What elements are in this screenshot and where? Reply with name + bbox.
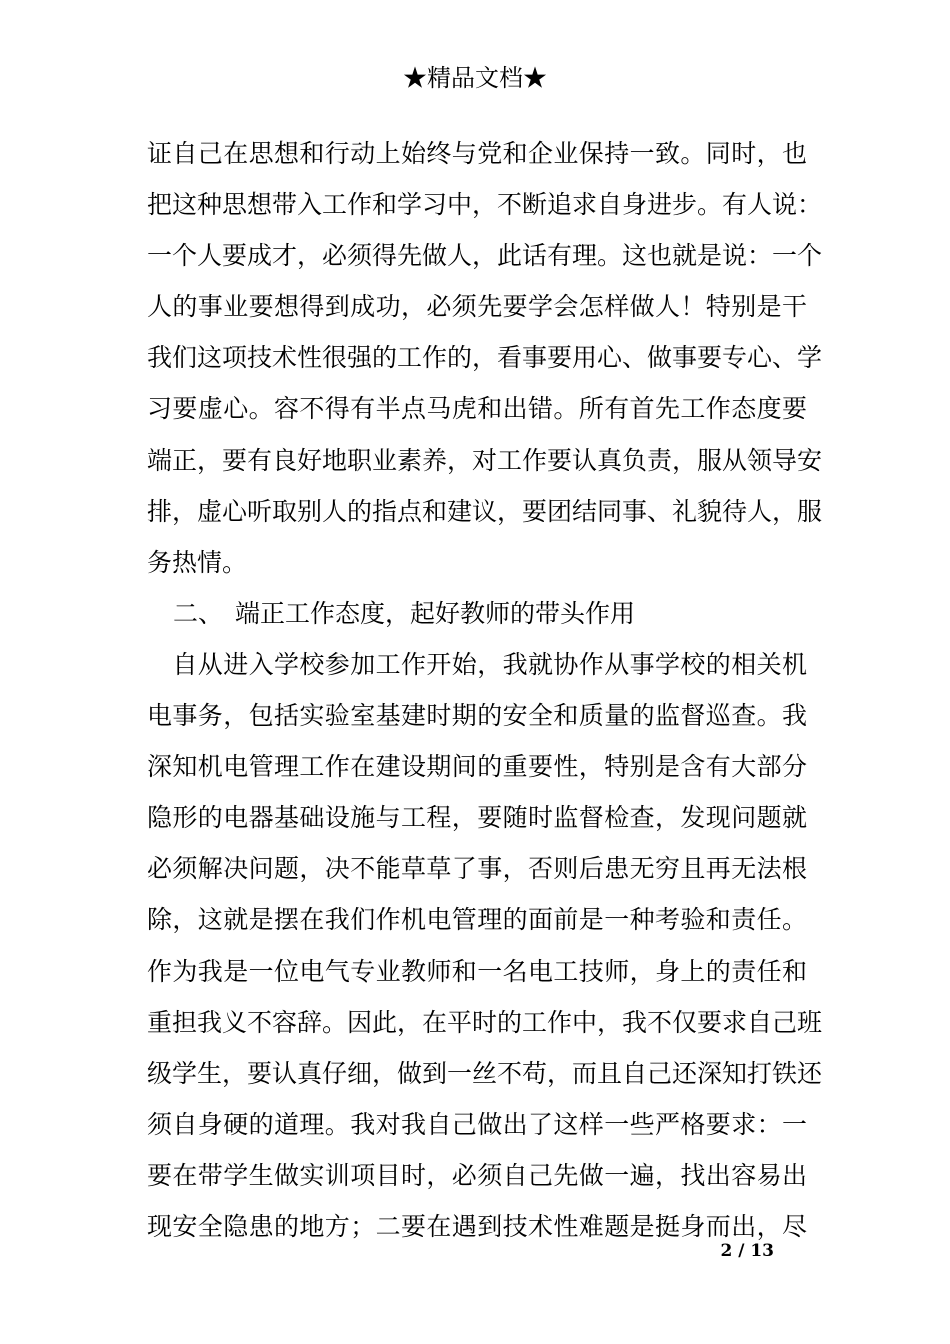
text-line: 必须解决问题，决不能草草了事，否则后患无穷且再无法根 [147,854,807,884]
section-number: 二、 [173,598,224,628]
text-line: 习要虚心。容不得有半点马虎和出错。所有首先工作态度要 [147,394,807,424]
text-line: 电事务，包括实验室基建时期的安全和质量的监督巡查。我 [147,701,807,731]
text-line: 排，虚心听取别人的指点和建议，要团结同事、礼貌待人，服 [147,496,823,526]
text-line: 重担我义不容辞。因此，在平时的工作中，我不仅要求自己班 [147,1007,823,1037]
document-body [147,128,823,1252]
text-line: 现安全隐患的地方；二要在遇到技术性难题是挺身而出，尽 [147,1211,807,1241]
text-line: 隐形的电器基础设施与工程，要随时监督检查，发现问题就 [147,803,807,833]
page-number: 2 / 13 [720,1241,774,1261]
text-line: 须自身硬的道理。我对我自己做出了这样一些严格要求：一 [147,1109,807,1139]
document-header-title: ★精品文档★ [403,64,547,92]
text-line: 作为我是一位电气专业教师和一名电工技师，身上的责任和 [147,956,807,986]
text-line: 一个人要成才，必须得先做人，此话有理。这也就是说：一个 [147,241,823,271]
text-line: 深知机电管理工作在建设期间的重要性，特别是含有大部分 [147,752,807,782]
text-line: 务热情。 [147,547,248,577]
text-line: 端正，要有良好地职业素养，对工作要认真负责，服从领导安 [147,445,823,475]
text-line: 要在带学生做实训项目时，必须自己先做一遍，找出容易出 [147,1160,807,1190]
text-line: 把这种思想带入工作和学习中，不断追求自身进步。有人说： [147,190,823,220]
text-line: 证自己在思想和行动上始终与党和企业保持一致。同时，也 [147,139,807,168]
text-line: 人的事业要想得到成功，必须先要学会怎样做人！特别是干 [147,292,807,322]
text-line: 自从进入学校参加工作开始，我就协作从事学校的相关机 [147,649,807,679]
section-heading [147,588,807,639]
text-line: 除，这就是摆在我们作机电管理的面前是一种考验和责任。 [147,905,807,935]
section-title: 端正工作态度，起好教师的带头作用 [235,598,636,628]
text-line: 级学生，要认真仔细，做到一丝不苟，而且自己还深知打铁还 [147,1058,823,1088]
text-line: 我们这项技术性很强的工作的，看事要用心、做事要专心、学 [147,343,823,373]
